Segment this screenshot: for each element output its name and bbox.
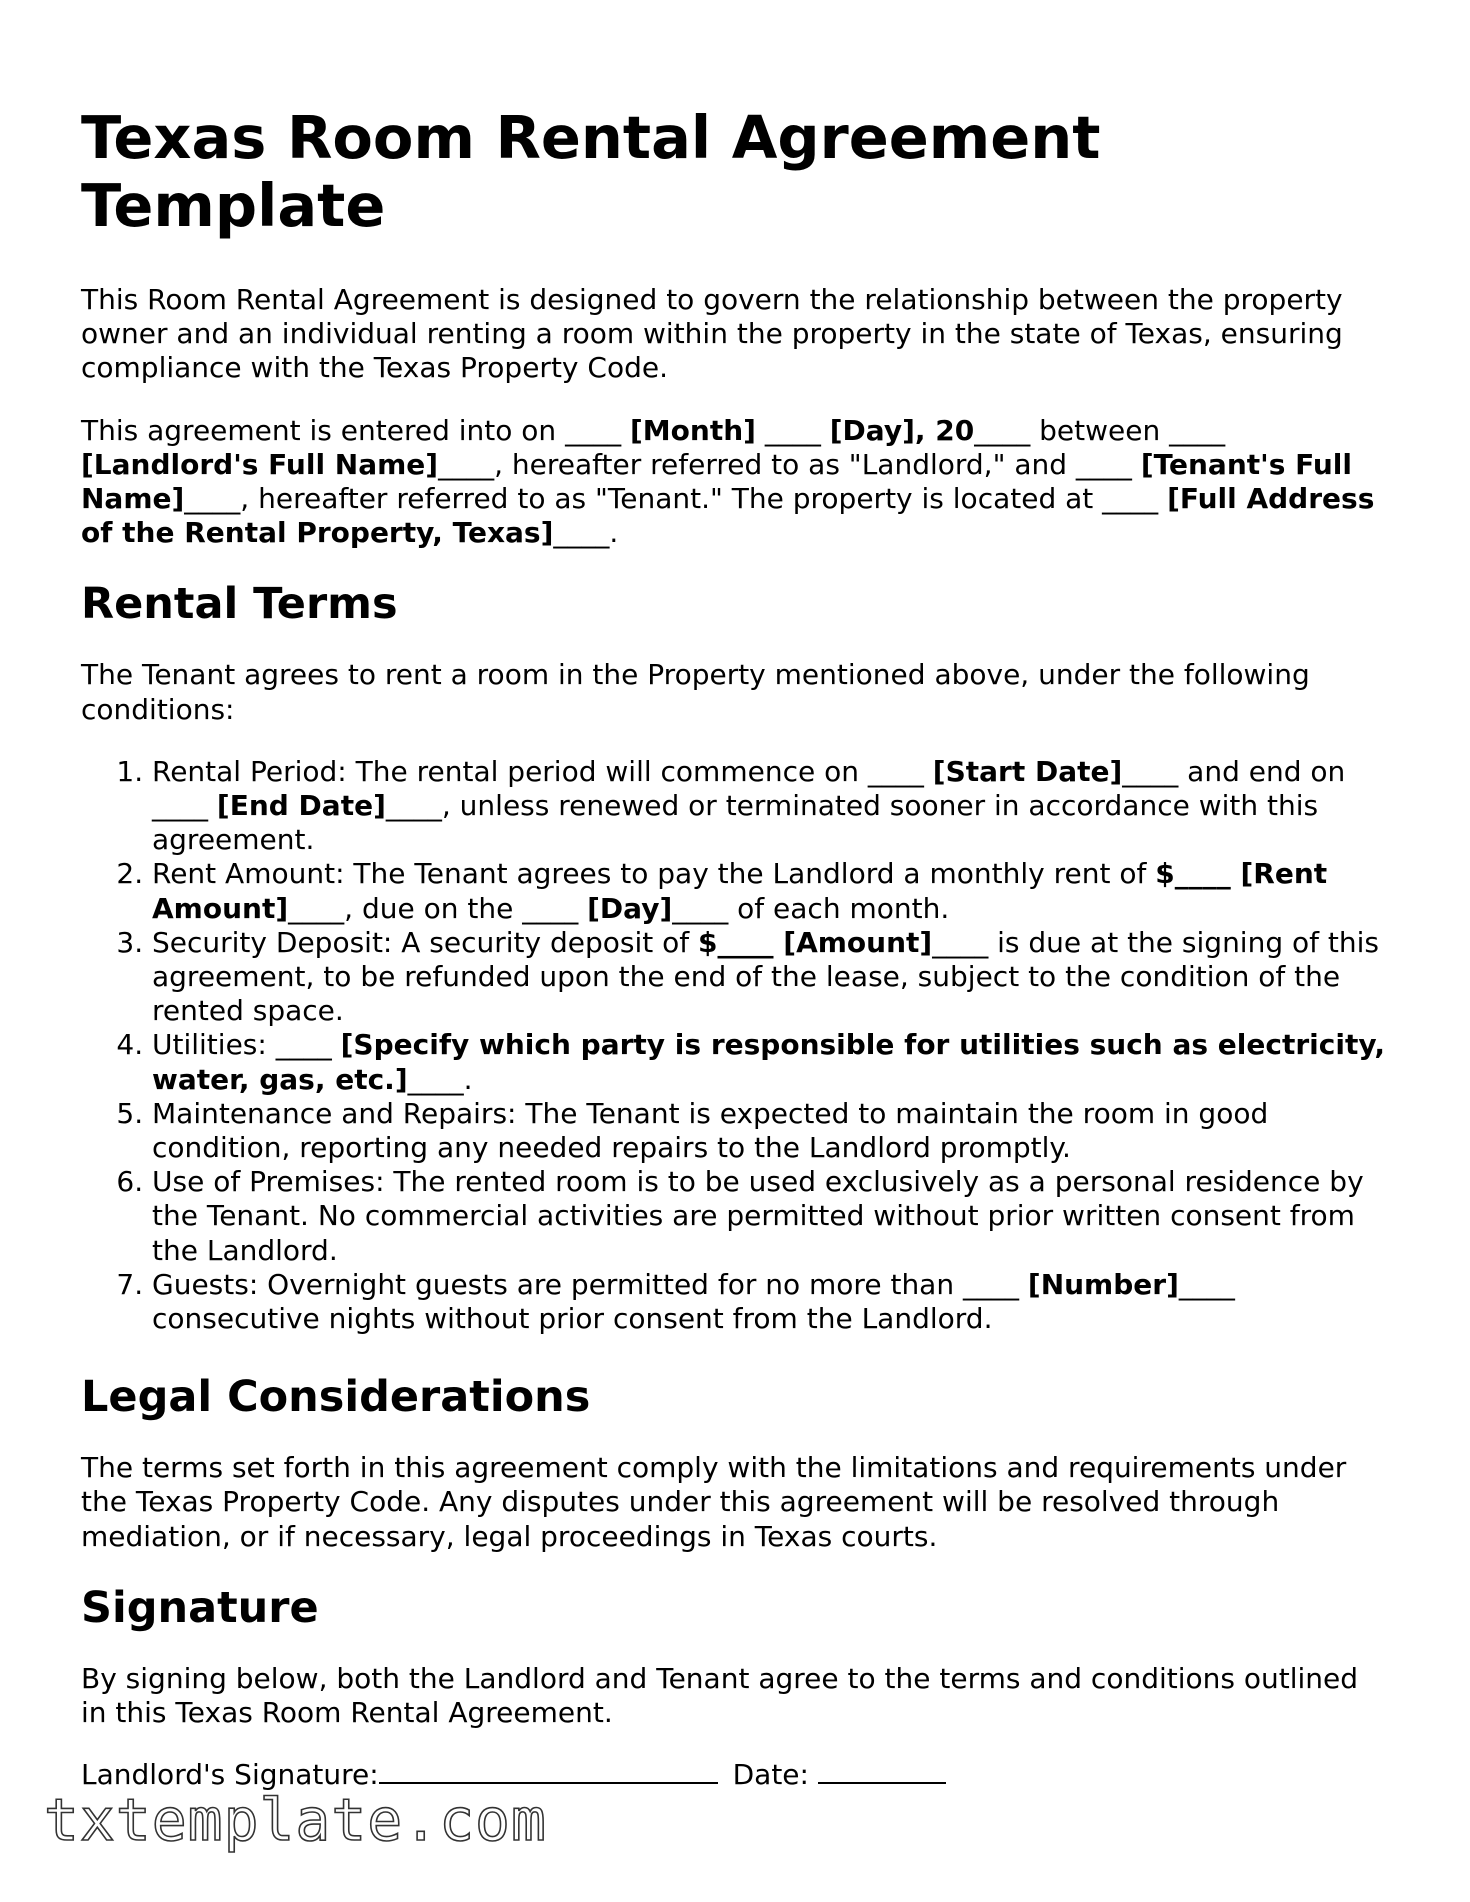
rent-amount-placeholder: $____ [Rent Amount] [152,857,1328,925]
parties-text: ____. [553,516,619,550]
landlord-signature-field[interactable] [379,1758,718,1784]
landlord-name-placeholder: [Landlord's Full Name] [81,447,439,481]
rental-terms-heading: Rental Terms [81,579,398,630]
parties-text: This agreement is entered into on ____ [81,413,630,447]
parties-paragraph [81,414,1391,551]
intro-paragraph: This Room Rental Agreement is designed to govern the relationship between the property owner and an individual renting a room within the property in the state of Texas, ensuring compliance with the Texas Property Code. [81,283,1343,385]
day-year-placeholder: [Day], 20 [829,413,975,447]
signature-paragraph: By signing below, both the Landlord and Tenant agree to the terms and conditions outlined in this Texas Room Rental Agreement. [81,1661,1359,1730]
list-item-utilities: 4. Utilities: ____ [Specify which party is responsible for utilities such as electricity, water, gas, etc.]____. [152,1028,1391,1096]
page-title: Texas Room Rental Agreement Template [81,103,1101,240]
date-label: Date: [732,1758,809,1792]
list-item-rental-period: 1. Rental Period: The rental period will commence on ____ [Start Date]____ and end on ____ [End Date]____, unless renewed or terminated sooner in accordance with this agreement. [152,755,1391,858]
address-placeholder: [Full Address of the Rental Property, Texas] [81,482,1375,550]
utilities-placeholder: [Specify which party is responsible for utilities such as electricity, water, gas, etc.] [152,1028,1386,1096]
month-placeholder: [Month] [629,413,756,447]
legal-paragraph: The terms set forth in this agreement comply with the limitations and requirements under the Texas Property Code. Any disputes under this agreement will be resolved through mediation, or if necessary, legal proceedings in Texas courts. [81,1451,1347,1553]
legal-heading: Legal Considerations [81,1372,591,1423]
list-item-rent-amount: 2. Rent Amount: The Tenant agrees to pay the Landlord a monthly rent of $____ [Rent Amount]____, due on the ____ [Day]____ of each month. [152,857,1391,925]
document-page [81,104,1391,1792]
start-date-placeholder: [Start Date] [932,754,1123,788]
parties-text: ____ [755,413,830,447]
rental-terms-intro: The Tenant agrees to rent a room in the Property mentioned above, under the following conditions: [81,658,1310,726]
watermark: txtemplate.com [44,1786,547,1854]
due-day-placeholder: [Day] [587,891,673,925]
landlord-signature-label: Landlord's Signature: [81,1758,379,1792]
signature-heading: Signature [81,1582,319,1633]
rental-terms-list [81,755,1391,1336]
date-field[interactable] [818,1758,946,1784]
end-date-placeholder: [End Date] [216,789,386,823]
list-item-security-deposit: 3. Security Deposit: A security deposit of $____ [Amount]____ is due at the signing of this agreement, to be refunded upon the end of the lease, subject to the condition of the rented space. [152,926,1391,1029]
guest-nights-placeholder: [Number] [1027,1267,1179,1301]
deposit-amount-placeholder: $____ [Amount] [698,925,933,959]
parties-text: ____ between ____ [974,413,1226,447]
parties-text: ____, hereafter referred to as "Landlord," and ____ [438,447,1141,481]
parties-text: ____, hereafter referred to as "Tenant." The property is located at ____ [184,482,1168,516]
list-item-maintenance: 5. Maintenance and Repairs: The Tenant is expected to maintain the room in good condition, reporting any needed repairs to the Landlord promptly. [152,1097,1391,1165]
tenant-name-placeholder: [Tenant's Full Name] [81,447,1352,516]
list-item-guests: 7. Guests: Overnight guests are permitted for no more than ____ [Number]____ consecutive nights without prior consent from the Landlord. [152,1268,1391,1336]
list-item-use-of-premises: 6. Use of Premises: The rented room is to be used exclusively as a personal residence by the Tenant. No commercial activities are permitted without prior written consent from the Landlord. [152,1165,1391,1268]
